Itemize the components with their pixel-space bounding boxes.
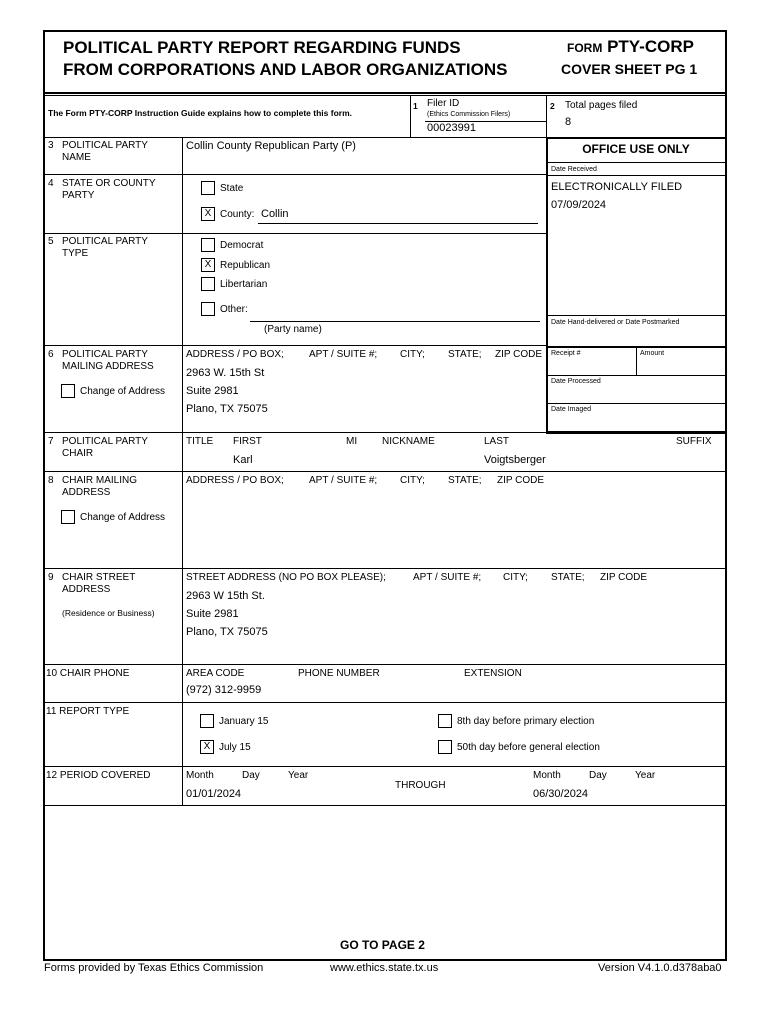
party-change-address-label: Change of Address	[80, 386, 166, 397]
s6-num: 6	[48, 349, 54, 360]
total-pages-num: 2	[550, 101, 555, 111]
header-divider	[44, 92, 726, 94]
filed-date: 07/09/2024	[551, 199, 607, 211]
divider	[546, 162, 726, 163]
s10-h-area: AREA CODE	[186, 668, 245, 679]
s7-h-nick: NICKNAME	[382, 436, 435, 447]
s9-sub: (Residence or Business)	[62, 608, 155, 618]
period-to-value: 06/30/2024	[533, 788, 589, 800]
s3-text: POLITICAL PARTY NAME	[62, 140, 148, 163]
divider	[44, 805, 726, 806]
republican-checkbox[interactable]: X	[201, 258, 215, 272]
party-change-address-checkbox[interactable]	[61, 384, 75, 398]
divider	[44, 568, 726, 569]
footer-center: www.ethics.state.tx.us	[330, 962, 439, 974]
democrat-label: Democrat	[220, 240, 264, 251]
republican-label: Republican	[220, 260, 271, 271]
divider	[546, 403, 726, 404]
s5-label	[48, 236, 180, 260]
divider	[44, 95, 726, 96]
divider	[44, 664, 726, 665]
chair-last-name: Voigtsberger	[484, 454, 546, 466]
s6-h-apt: APT / SUITE #;	[309, 349, 378, 360]
divider	[636, 347, 637, 375]
chair-street-line1: 2963 W 15th St.	[186, 590, 265, 602]
filer-id-num: 1	[413, 101, 418, 111]
divider	[410, 95, 411, 137]
date-received-label: Date Received	[551, 166, 597, 173]
s7-h-first: FIRST	[233, 436, 262, 447]
s9-h-apt: APT / SUITE #;	[413, 572, 482, 583]
s10-h-phone: PHONE NUMBER	[298, 668, 380, 679]
period-from-value: 01/01/2024	[186, 788, 242, 800]
s12-h-month-to: Month	[533, 770, 561, 781]
party-address-line3: Plano, TX 75075	[186, 403, 268, 415]
s9-h-zip: ZIP CODE	[600, 572, 648, 583]
chair-street-line3: Plano, TX 75075	[186, 626, 268, 638]
party-address-line2: Suite 2981	[186, 385, 239, 397]
s7-h-mi: MI	[346, 436, 358, 447]
divider	[44, 471, 726, 472]
s9-h-city: CITY;	[503, 572, 528, 583]
chair-change-address-checkbox[interactable]	[61, 510, 75, 524]
other-label: Other:	[220, 304, 248, 315]
divider	[546, 375, 726, 376]
s3-num: 3	[48, 140, 54, 151]
s6-h-address: ADDRESS / PO BOX;	[186, 349, 284, 360]
receipt-label: Receipt #	[551, 350, 581, 357]
form-code	[567, 37, 694, 57]
date-imaged-label: Date Imaged	[551, 406, 592, 413]
s3-label	[48, 140, 180, 164]
form-prefix: FORM	[567, 41, 603, 55]
divider	[44, 702, 726, 703]
s6-label	[48, 349, 180, 373]
primary-label: 8th day before primary election	[457, 716, 595, 727]
total-pages-value: 8	[565, 116, 572, 128]
through-label: THROUGH	[395, 780, 446, 791]
jan15-label: January 15	[219, 716, 269, 727]
s12-h-day-to: Day	[589, 770, 607, 781]
s11-text: REPORT TYPE	[59, 706, 130, 717]
s9-label	[48, 572, 180, 596]
s9-h-state: STATE;	[551, 572, 585, 583]
s8-num: 8	[48, 475, 54, 486]
filer-id-label: Filer ID	[427, 98, 460, 109]
s8-label	[48, 475, 180, 499]
county-value: Collin	[261, 208, 289, 220]
s9-text: CHAIR STREET ADDRESS	[62, 572, 136, 595]
county-checkbox[interactable]: X	[201, 207, 215, 221]
general-label: 50th day before general election	[457, 742, 600, 753]
s8-text: CHAIR MAILING ADDRESS	[62, 475, 138, 498]
s12-text: PERIOD COVERED	[59, 770, 151, 781]
s11-label	[46, 706, 180, 718]
jan15-checkbox[interactable]	[200, 714, 214, 728]
county-label: County:	[220, 209, 255, 220]
s5-text: POLITICAL PARTY TYPE	[62, 236, 148, 259]
goto-page-2: GO TO PAGE 2	[340, 938, 425, 952]
divider	[44, 233, 546, 234]
general-checkbox[interactable]	[438, 740, 452, 754]
chair-change-address-label: Change of Address	[80, 512, 166, 523]
electronically-filed: ELECTRONICALLY FILED	[551, 181, 683, 193]
s9-h-address: STREET ADDRESS (NO PO BOX PLEASE);	[186, 572, 386, 583]
other-checkbox[interactable]	[201, 302, 215, 316]
s8-h-address: ADDRESS / PO BOX;	[186, 475, 284, 486]
democrat-checkbox[interactable]	[201, 238, 215, 252]
s11-num: 11	[46, 706, 57, 717]
s6-h-city: CITY;	[400, 349, 425, 360]
s9-num: 9	[48, 572, 54, 583]
s7-h-last: LAST	[484, 436, 510, 447]
party-address-line1: 2963 W. 15th St	[186, 367, 265, 379]
s10-text: CHAIR PHONE	[59, 668, 130, 679]
other-underline	[250, 321, 540, 322]
chair-phone-value: (972) 312-9959	[186, 684, 262, 696]
form-title-line1: POLITICAL PARTY REPORT REGARDING FUNDS	[63, 38, 461, 57]
party-name-caption: (Party name)	[264, 324, 322, 335]
s8-h-apt: APT / SUITE #;	[309, 475, 378, 486]
footer-right: Version V4.1.0.d378aba0	[598, 962, 722, 974]
s4-label	[48, 178, 180, 202]
s8-h-city: CITY;	[400, 475, 425, 486]
form-code-text: PTY-CORP	[607, 37, 694, 56]
date-processed-label: Date Processed	[551, 378, 601, 385]
divider	[546, 175, 726, 176]
amount-label: Amount	[640, 350, 665, 357]
cover-sheet-label: COVER SHEET PG 1	[561, 61, 698, 77]
s12-h-month-from: Month	[186, 770, 214, 781]
chair-street-line2: Suite 2981	[186, 608, 239, 620]
office-use-title: OFFICE USE ONLY	[582, 142, 690, 156]
s4-num: 4	[48, 178, 54, 189]
divider	[425, 121, 546, 122]
jul15-checkbox[interactable]: X	[200, 740, 214, 754]
state-label: State	[220, 183, 244, 194]
s6-h-state: STATE;	[448, 349, 482, 360]
s12-label	[46, 770, 180, 782]
s12-h-day-from: Day	[242, 770, 260, 781]
county-underline	[258, 223, 538, 224]
primary-checkbox[interactable]	[438, 714, 452, 728]
filer-id-value: 00023991	[427, 122, 476, 134]
s10-label	[46, 668, 180, 680]
total-pages-label: Total pages filed	[565, 100, 638, 111]
chair-first-name: Karl	[233, 454, 253, 466]
instructions-text: The Form PTY-CORP Instruction Guide explains how to complete this form.	[48, 108, 352, 118]
s7-label	[48, 436, 180, 460]
s12-num: 12	[46, 770, 58, 781]
s10-num: 10	[46, 668, 58, 679]
s7-num: 7	[48, 436, 54, 447]
divider	[546, 95, 547, 137]
jul15-label: July 15	[219, 742, 251, 753]
libertarian-checkbox[interactable]	[201, 277, 215, 291]
hand-delivered-label: Date Hand-delivered or Date Postmarked	[551, 319, 680, 326]
s7-h-suffix: SUFFIX	[676, 436, 712, 447]
divider	[44, 432, 546, 433]
libertarian-label: Libertarian	[220, 279, 268, 290]
s12-h-year-from: Year	[288, 770, 309, 781]
form-title-line2: FROM CORPORATIONS AND LABOR ORGANIZATIONS	[63, 60, 508, 79]
s10-h-ext: EXTENSION	[464, 668, 522, 679]
divider	[44, 174, 546, 175]
s7-h-title: TITLE	[186, 436, 214, 447]
s4-text: STATE OR COUNTY PARTY	[62, 178, 156, 201]
divider	[44, 345, 546, 346]
s12-h-year-to: Year	[635, 770, 656, 781]
s6-h-zip: ZIP CODE	[495, 349, 543, 360]
s8-h-zip: ZIP CODE	[497, 475, 545, 486]
s8-h-state: STATE;	[448, 475, 482, 486]
divider	[546, 315, 726, 316]
state-checkbox[interactable]	[201, 181, 215, 195]
divider	[546, 432, 726, 434]
s5-num: 5	[48, 236, 54, 247]
footer-left: Forms provided by Texas Ethics Commission	[44, 962, 264, 974]
s6-text: POLITICAL PARTY MAILING ADDRESS	[62, 349, 154, 372]
s7-text: POLITICAL PARTY CHAIR	[62, 436, 148, 459]
party-name-value: Collin County Republican Party (P)	[186, 140, 356, 152]
divider	[44, 766, 726, 767]
filer-id-sub: (Ethics Commission Filers)	[427, 111, 511, 118]
